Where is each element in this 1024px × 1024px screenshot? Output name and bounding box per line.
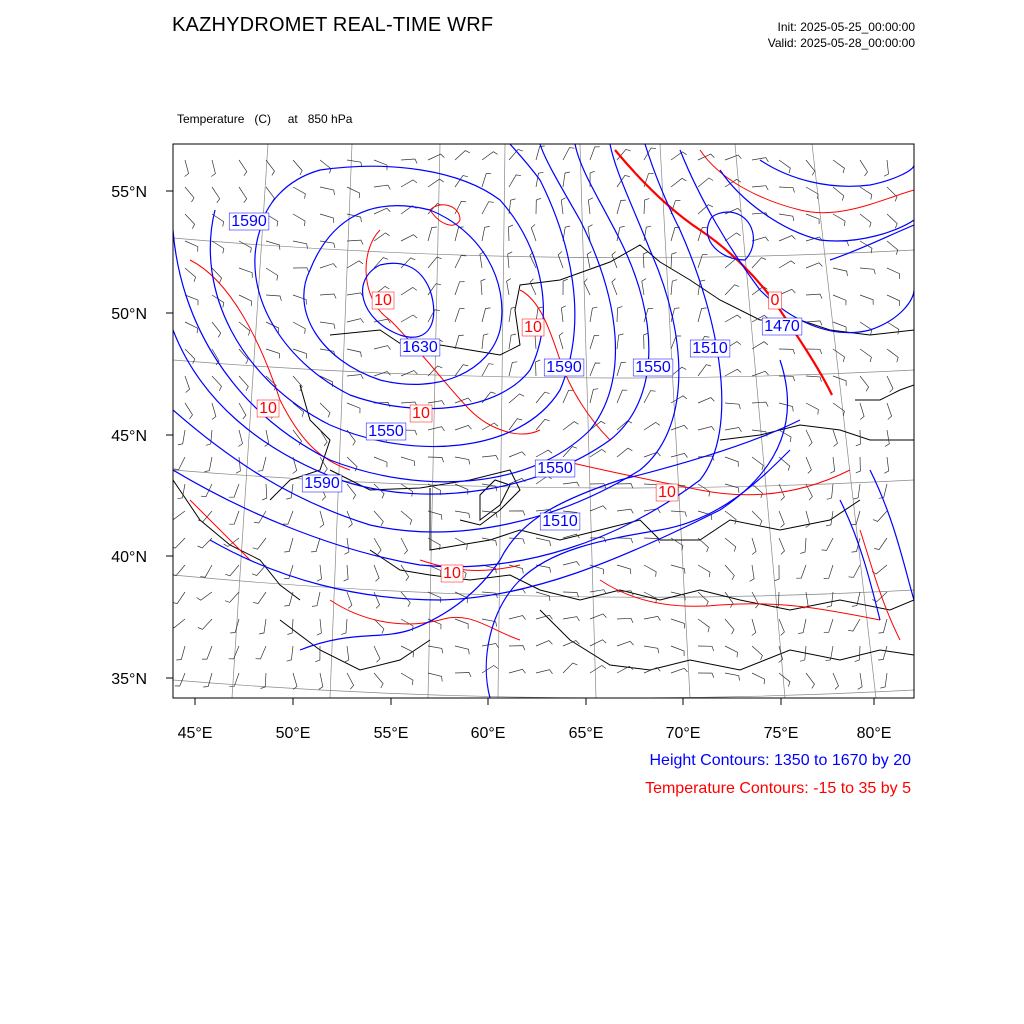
temp-label-text: 10 [374,292,392,309]
height-label [540,513,580,530]
height-label-text: 1550 [635,359,671,376]
lon-label-60: 60°E [470,725,506,742]
lat-labels [111,184,147,688]
height-label-text: 1510 [692,340,728,357]
height-label-text: 1630 [402,339,438,356]
temp-label-text: 10 [524,319,542,336]
temp-label [372,292,394,309]
lat-label-40: 40°N [111,549,147,566]
height-label-text: 1590 [546,359,582,376]
height-label-text: 1510 [542,513,578,530]
chart-title: KAZHYDROMET REAL-TIME WRF [172,14,494,36]
height-label [762,318,802,335]
temp-label [656,484,678,501]
height-label [535,460,575,477]
height-label [400,339,440,356]
init-time: Init: 2025-05-25_00:00:00 [777,20,915,34]
lat-label-45: 45°N [111,428,147,445]
height-label-text: 1590 [231,213,267,230]
lon-label-75: 75°E [763,725,799,742]
lat-label-55: 55°N [111,184,147,201]
height-label-text: 1470 [764,318,800,335]
temp-label [257,400,279,417]
temp-label-text: 10 [259,400,277,417]
height-legend: Height Contours: 1350 to 1670 by 20 [649,752,911,769]
lon-labels [178,725,892,742]
temp-label [522,319,544,336]
lon-label-70: 70°E [665,725,701,742]
height-label [544,359,584,376]
lon-label-80: 80°E [856,725,892,742]
lon-label-65: 65°E [568,725,604,742]
lon-label-45: 45°E [177,725,213,742]
valid-time: Valid: 2025-05-28_00:00:00 [767,36,915,50]
temp-label [441,565,463,582]
field-temperature: Temperature (C) at 850 hPa [177,112,353,126]
temp-label-text: 10 [412,405,430,422]
height-label [690,340,730,357]
height-label-text: 1550 [537,460,573,477]
height-label [229,213,269,230]
height-label-text: 1550 [368,423,404,440]
lon-label-55: 55°E [373,725,409,742]
lat-label-50: 50°N [111,306,147,323]
temp-label [769,292,782,309]
temp-label-text: 0 [770,292,780,309]
height-label [302,475,342,492]
height-label [366,423,406,440]
temp-label [410,405,432,422]
temp-label-text: 10 [658,484,676,501]
height-label-text: 1590 [304,475,340,492]
height-label [633,359,673,376]
temperature-legend: Temperature Contours: -15 to 35 by 5 [645,780,911,797]
lat-ticks [166,191,173,678]
lon-ticks [195,698,874,705]
lon-label-50: 50°E [275,725,311,742]
temp-label-text: 10 [443,565,461,582]
lat-label-35: 35°N [111,671,147,688]
